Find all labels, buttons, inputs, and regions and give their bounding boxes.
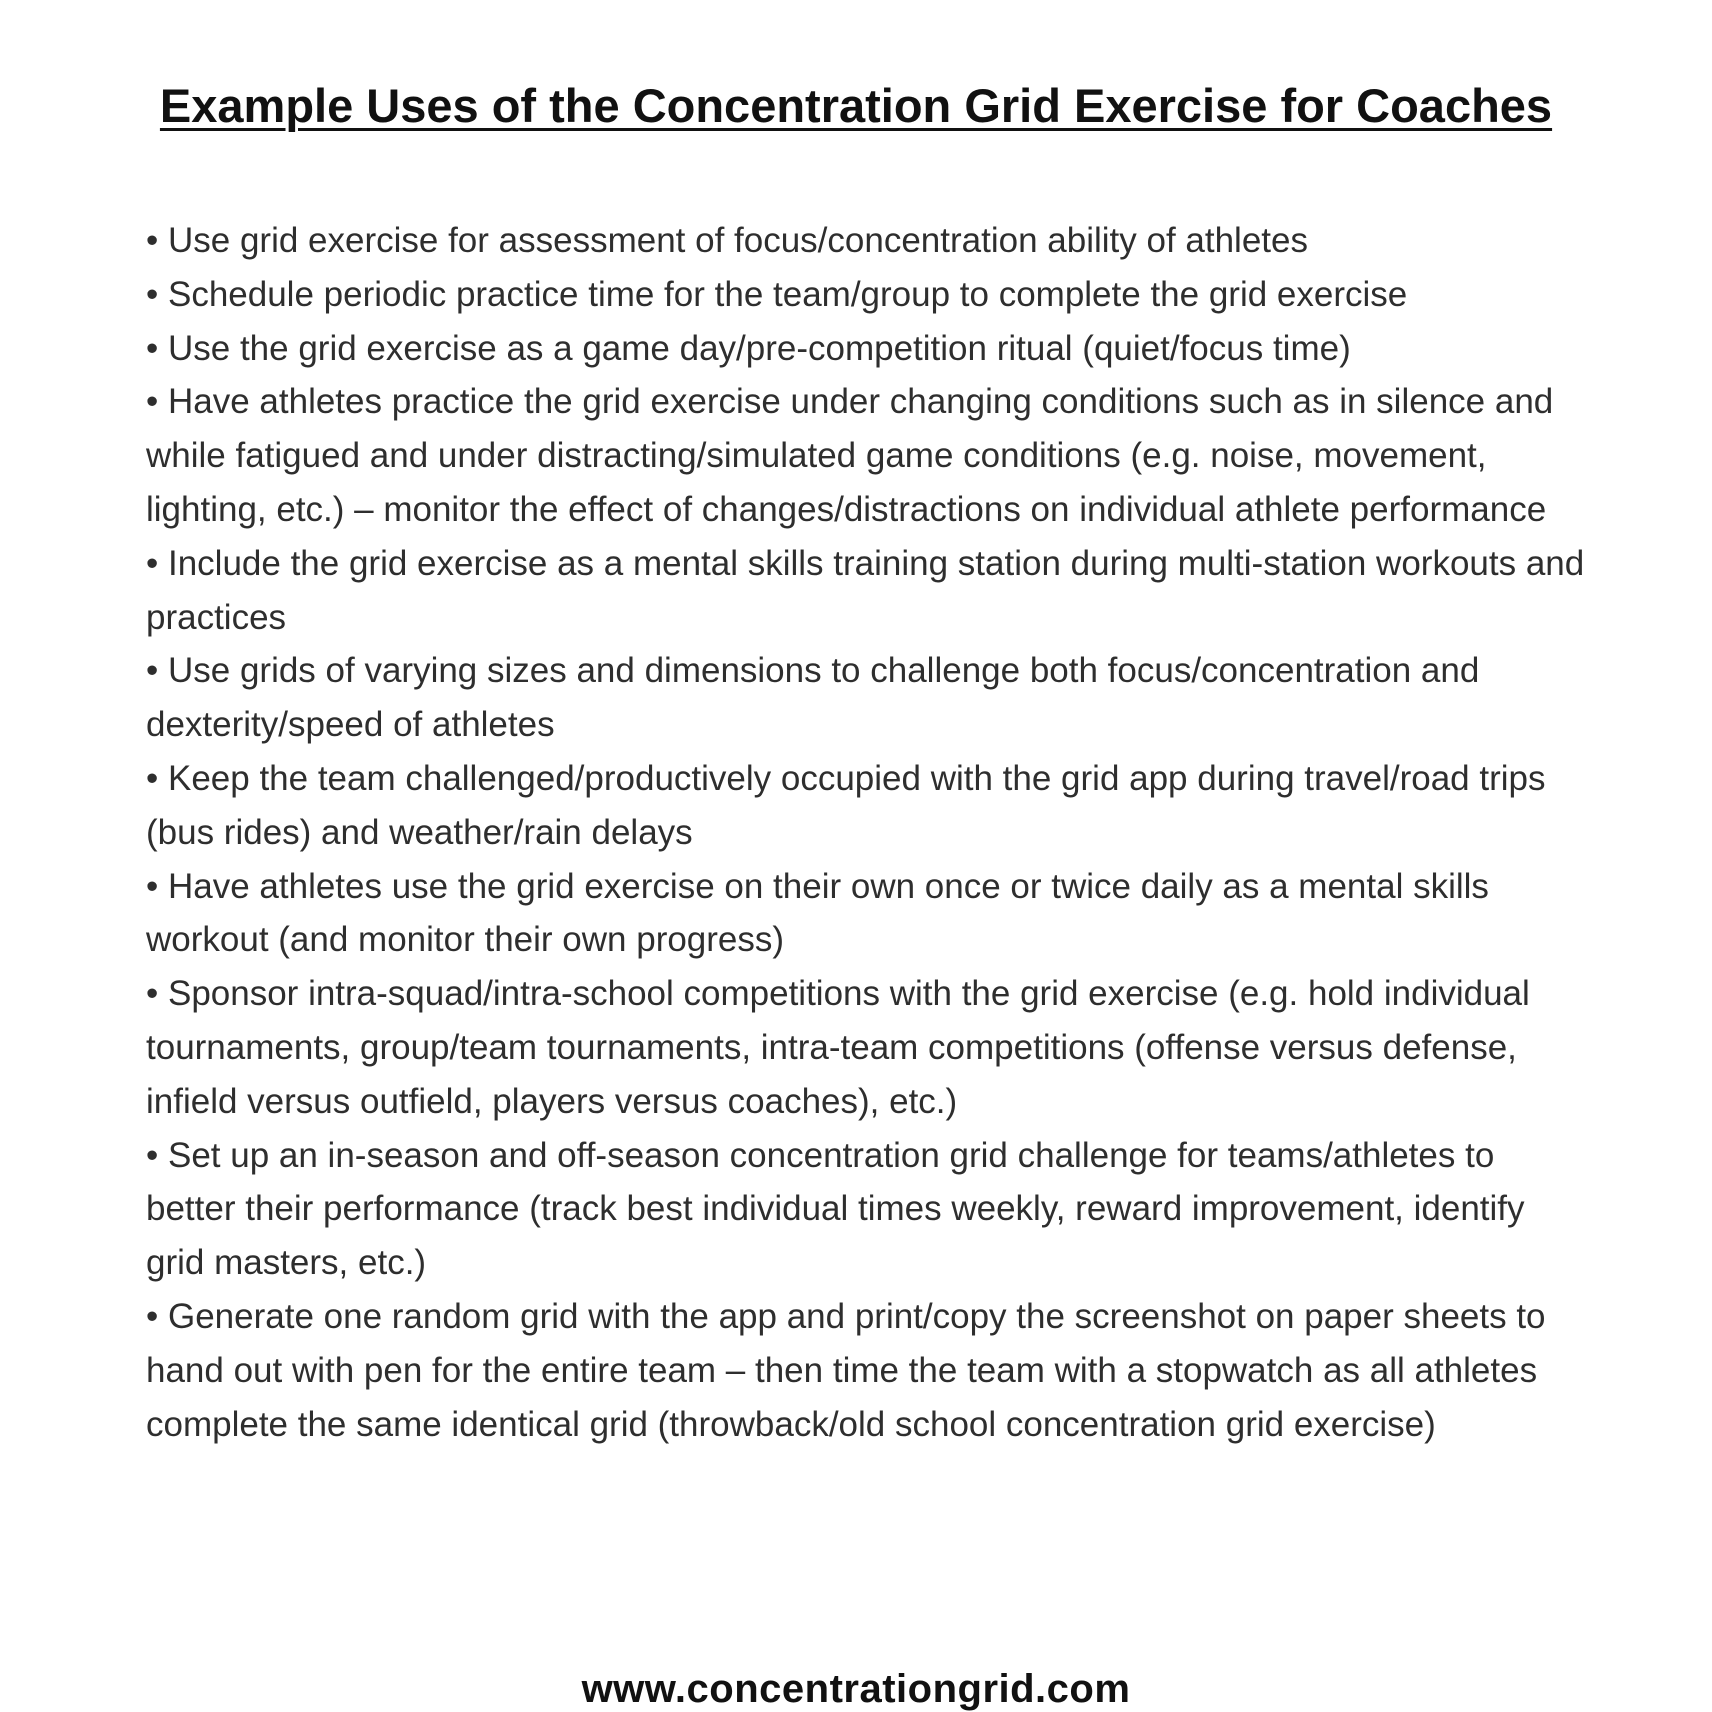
- list-item: • Set up an in-season and off-season concentration grid challenge for teams/athletes to better their performance (track best individual times weekly, reward improvement, identify grid masters, etc.): [146, 1135, 1525, 1283]
- list-item: • Use grid exercise for assessment of focus/concentration ability of athletes: [146, 221, 1308, 260]
- page-title-text: Example Uses of the Concentration Grid Exercise for Coaches: [159, 79, 1553, 132]
- list-item: • Generate one random grid with the app and print/copy the screenshot on paper sheets to hand out with pen for the entire team – then time the team with a stopwatch as all athletes complete the same identical grid (throwback/old school concentration grid exercise): [146, 1296, 1546, 1444]
- uses-list: [146, 214, 1586, 1451]
- list-item: • Use the grid exercise as a game day/pre-competition ritual (quiet/focus time): [146, 328, 1351, 368]
- footer-url: www.concentrationgrid.com: [581, 1667, 1131, 1711]
- list-item: • Schedule periodic practice time for the team/group to complete the grid exercise: [146, 274, 1408, 314]
- list-item: • Use grids of varying sizes and dimensions to challenge both focus/concentration and dexterity/speed of athletes: [146, 651, 1480, 745]
- list-item: • Have athletes use the grid exercise on their own once or twice daily as a mental skills workout (and monitor their own progress): [146, 866, 1489, 960]
- page-title: [0, 76, 1712, 136]
- list-item: • Include the grid exercise as a mental skills training station during multi-station workouts and practices: [146, 543, 1585, 637]
- list-item: • Keep the team challenged/productively occupied with the grid app during travel/road trips (bus rides) and weather/rain delays: [146, 758, 1546, 852]
- list-item: • Have athletes practice the grid exercise under changing conditions such as in silence and while fatigued and under distracting/simulated game conditions (e.g. noise, movement, lighting, etc.) – monitor the effect of changes/distractions on individual athlete performance: [146, 382, 1554, 529]
- list-item: • Sponsor intra-squad/intra-school competitions with the grid exercise (e.g. hold individual tournaments, group/team tournaments, intra-team competitions (offense versus defense, infield versus outfield, players versus coaches), etc.): [146, 974, 1530, 1121]
